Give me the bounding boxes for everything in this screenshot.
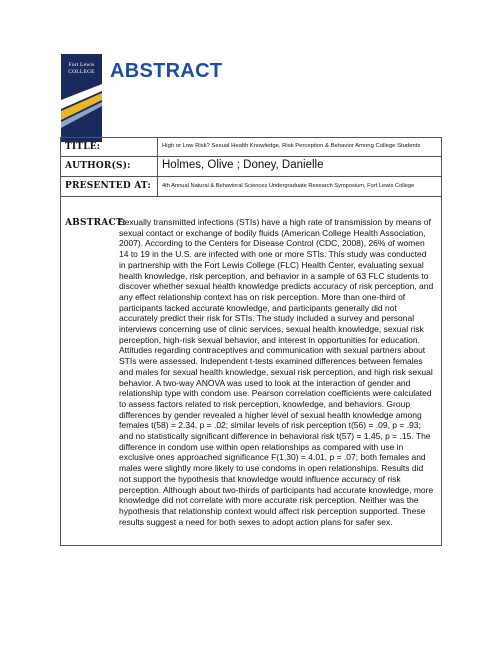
college-logo	[61, 54, 102, 142]
presented-row	[61, 177, 441, 197]
title-row	[61, 138, 441, 157]
logo-line-1: Fort Lewis	[68, 62, 95, 68]
abstract-label: ABSTRACT:	[65, 218, 126, 228]
page-heading: ABSTRACT	[110, 60, 223, 82]
authors-cell	[157, 157, 441, 176]
authors-label: AUTHOR(S):	[65, 161, 131, 171]
presented-cell	[157, 177, 441, 196]
title-value: High or Low Risk? Sexual Health Knowledge, Risk Perception & Behavior Among College Students	[162, 143, 421, 149]
presented-label: PRESENTED AT:	[65, 181, 151, 191]
logo-line-2: COLLEGE	[68, 69, 95, 75]
abstract-form	[60, 137, 442, 546]
title-label: TITLE:	[65, 142, 101, 152]
authors-value: Holmes, Olive ; Doney, Danielle	[162, 159, 324, 171]
authors-row	[61, 157, 441, 177]
presented-value: 4th Annual Natural & Behavioral Sciences Undergraduate Research Symposium, Fort Lewis College	[162, 183, 415, 189]
abstract-text: Sexually transmitted infections (STIs) have a high rate of transmission by means of sexual contact or exchange of bodily fluids (American College Health Association, 2007). According to the Centers for Disease Control (CDC, 2008), 26% of women 14 to 19 in the U.S. are infected with one or more STIs. This study was conducted in partnership with the Fort Lewis College (FLC) Health Center, evaluating sexual health knowledge, risk perception, and behavior in a sample of 63 FLC students to discover whether sexual health knowledge predicts accuracy of risk perception, and any effect relationship context has on risk perception. More than one-third of participants lacked accurate knowledge, and participants generally did not accurately predict their risk for STIs. The study included a survey and personal interviews concerning use of clinic services, sexual health knowledge, sexual risk perception, high-risk sexual behavior, and interest in opportunities for education. Attitudes regarding contraceptives and communication with sexual partners about STIs were assessed. Independent t-tests examined differences between females and males for sexual health knowledge, sexual risk perception, and high risk sexual behavior. A two-way ANOVA was used to look at the interaction of gender and relationship type with condom use. Pearson correlation coefficients were calculated to assess factors related to risk perception, knowledge, and behaviors. Group differences by gender revealed a higher level of sexual health knowledge among females t(58) = 2.34, p = .02; similar levels of risk perception t(56) = .09, p = .93; and no statistically significant difference in behavioral risk t(57) = 1.45, p = .15. The difference in condom use within open relationships as compared with use in exclusive ones approached significance F(1,30) = 4.01, p = .07; both females and males were slightly more likely to use condoms in open relationships. Results did not support the hypothesis that knowledge would influence accuracy of risk perception. Although about two-thirds of participants had accurate knowledge, more knowledge did not correlate with more accurate risk perception. Neither was the hypothesis that relationship context would affect risk perception supported. These results suggest a need for both sexes to adopt action plans for safer sex.	[119, 217, 434, 527]
title-cell	[157, 138, 441, 156]
